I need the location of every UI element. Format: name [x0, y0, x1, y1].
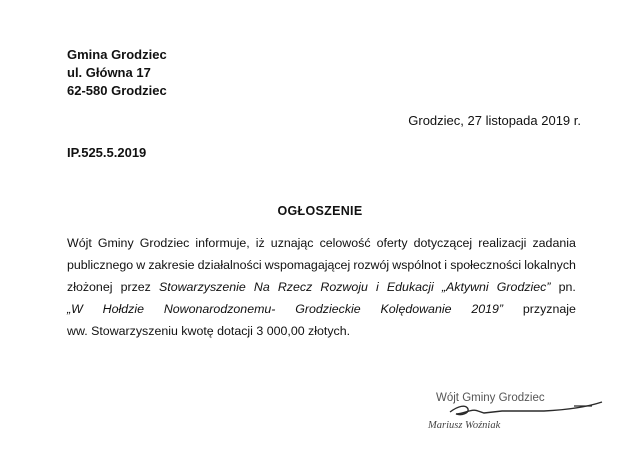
body-word: Edukacji [386, 280, 434, 294]
body-word: w [136, 258, 146, 272]
body-line-4 [67, 298, 576, 320]
body-word: 2019” [471, 302, 504, 316]
body-word: i [444, 258, 448, 272]
body-word: wspomagającej [264, 258, 351, 272]
body-word: dotyczącej [413, 236, 473, 250]
body-word: publicznego [67, 258, 134, 272]
body-word: wspólnot [392, 258, 442, 272]
sender-street: ul. Główna 17 [67, 65, 151, 80]
body-word: celowość [319, 236, 371, 250]
body-word: Grodziec” [496, 280, 551, 294]
body-line-1 [67, 232, 576, 254]
body-word: oferty [376, 236, 408, 250]
body-word: zadania [532, 236, 576, 250]
body-word: Gminy [97, 236, 134, 250]
sender-city: 62-580 Grodziec [67, 83, 167, 98]
body-word: i [376, 280, 379, 294]
body-word: rozwój [353, 258, 390, 272]
body-word: „W [67, 302, 83, 316]
body-word: lokalnych [524, 258, 576, 272]
body-word: Stowarzyszenie [159, 280, 246, 294]
sender-name: Gmina Grodziec [67, 47, 167, 62]
body-word: Nowonarodzonemu- [163, 302, 276, 316]
body-word: Grodziec [139, 236, 190, 250]
body-word: zakresie [148, 258, 195, 272]
body-line-5: ww. Stowarzyszeniu kwotę dotacji 3 000,00 złotych. [67, 324, 351, 338]
body-line-3 [67, 276, 576, 298]
body-word: Na [253, 280, 270, 294]
document-title: OGŁOSZENIE [277, 204, 363, 218]
body-word: Kolędowanie [380, 302, 452, 316]
stamp-name: Mariusz Woźniak [428, 420, 501, 431]
stamp-office: Wójt Gminy Grodziec [436, 392, 545, 404]
body-word: realizacji [478, 236, 527, 250]
body-word: Rozwoju [320, 280, 368, 294]
signature-stamp [424, 392, 624, 447]
body-word: złożonej [67, 280, 113, 294]
body-word: iż [255, 236, 265, 250]
body-word: społeczności [450, 258, 522, 272]
body-line-2 [67, 254, 576, 276]
body-word: działalności [197, 258, 262, 272]
body-word: „Aktywni [441, 280, 489, 294]
body-word: uznając [270, 236, 314, 250]
body-word: informuje, [195, 236, 250, 250]
reference-number: IP.525.5.2019 [67, 145, 147, 160]
body-word: Grodzieckie [295, 302, 361, 316]
body-word: pn. [558, 280, 576, 294]
body-word: Wójt [67, 236, 92, 250]
body-word: przez [120, 280, 151, 294]
place-date: Grodziec, 27 listopada 2019 r. [408, 113, 581, 128]
sender-address [67, 46, 167, 100]
body-word: Hołdzie [102, 302, 144, 316]
body-word: przyznaje [522, 302, 576, 316]
announcement-body [67, 232, 576, 342]
body-word: Rzecz [277, 280, 313, 294]
